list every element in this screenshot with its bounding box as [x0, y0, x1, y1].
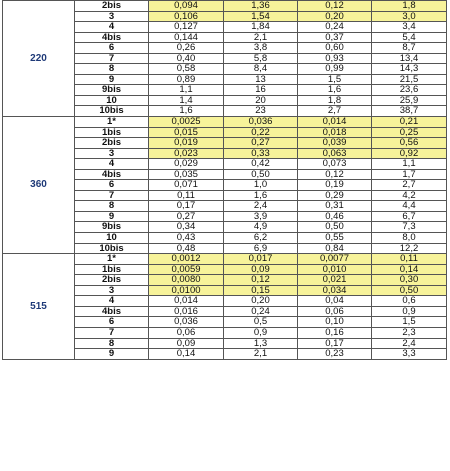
model-cell: 8	[75, 201, 149, 212]
value-cell: 0,42	[224, 159, 298, 170]
value-cell: 13,4	[372, 53, 447, 64]
model-cell: 3	[75, 285, 149, 296]
value-cell: 0,06	[298, 306, 372, 317]
value-cell: 0,19	[298, 180, 372, 191]
value-cell: 0,9	[224, 327, 298, 338]
value-cell: 0,035	[149, 169, 224, 180]
value-cell: 0,14	[149, 349, 224, 360]
value-cell: 0,0077	[298, 254, 372, 265]
value-cell: 8,7	[372, 43, 447, 54]
value-cell: 0,93	[298, 53, 372, 64]
model-cell: 9	[75, 74, 149, 85]
value-cell: 1,84	[224, 22, 298, 33]
value-cell: 0,30	[372, 275, 447, 286]
value-cell: 4,9	[224, 222, 298, 233]
value-cell: 2,1	[224, 349, 298, 360]
model-cell: 4	[75, 296, 149, 307]
value-cell: 0,014	[149, 296, 224, 307]
model-cell: 1*	[75, 117, 149, 128]
value-cell: 0,20	[224, 296, 298, 307]
value-cell: 0,92	[372, 148, 447, 159]
value-cell: 23	[224, 106, 298, 117]
value-cell: 0,10	[298, 317, 372, 328]
value-cell: 14,3	[372, 64, 447, 75]
value-cell: 0,99	[298, 64, 372, 75]
value-cell: 0,04	[298, 296, 372, 307]
value-cell: 0,039	[298, 138, 372, 149]
value-cell: 1,36	[224, 1, 298, 12]
value-cell: 0,17	[149, 201, 224, 212]
value-cell: 6,7	[372, 211, 447, 222]
group-label: 220	[3, 1, 75, 117]
value-cell: 2,7	[372, 180, 447, 191]
value-cell: 0,24	[298, 22, 372, 33]
value-cell: 0,60	[298, 43, 372, 54]
value-cell: 16	[224, 85, 298, 96]
model-cell: 1bis	[75, 264, 149, 275]
value-cell: 0,17	[298, 338, 372, 349]
value-cell: 0,023	[149, 148, 224, 159]
value-cell: 0,56	[372, 138, 447, 149]
model-cell: 8	[75, 64, 149, 75]
model-cell: 6	[75, 180, 149, 191]
model-cell: 3	[75, 148, 149, 159]
value-cell: 0,25	[372, 127, 447, 138]
value-cell: 5,8	[224, 53, 298, 64]
model-cell: 4bis	[75, 169, 149, 180]
model-cell: 2bis	[75, 138, 149, 149]
value-cell: 0,55	[298, 233, 372, 244]
value-cell: 0,12	[298, 169, 372, 180]
value-cell: 23,6	[372, 85, 447, 96]
value-cell: 1,1	[372, 159, 447, 170]
value-cell: 0,063	[298, 148, 372, 159]
value-cell: 3,4	[372, 22, 447, 33]
model-cell: 4	[75, 159, 149, 170]
value-cell: 0,22	[224, 127, 298, 138]
table-body	[3, 1, 447, 360]
value-cell: 0,11	[372, 254, 447, 265]
value-cell: 8,0	[372, 233, 447, 244]
value-cell: 0,11	[149, 190, 224, 201]
model-cell: 8	[75, 338, 149, 349]
value-cell: 0,09	[224, 264, 298, 275]
value-cell: 4,4	[372, 201, 447, 212]
value-cell: 0,034	[298, 285, 372, 296]
value-cell: 0,29	[298, 190, 372, 201]
value-cell: 0,31	[298, 201, 372, 212]
model-cell: 4bis	[75, 306, 149, 317]
value-cell: 1,54	[224, 11, 298, 22]
model-cell: 6	[75, 43, 149, 54]
value-cell: 25,9	[372, 95, 447, 106]
data-table	[2, 0, 447, 360]
value-cell: 1,4	[149, 95, 224, 106]
value-cell: 1,5	[298, 74, 372, 85]
model-cell: 1*	[75, 254, 149, 265]
value-cell: 6,2	[224, 233, 298, 244]
value-cell: 0,073	[298, 159, 372, 170]
value-cell: 0,89	[149, 74, 224, 85]
value-cell: 0,144	[149, 32, 224, 43]
model-cell: 10bis	[75, 243, 149, 254]
value-cell: 1,6	[224, 190, 298, 201]
value-cell: 21,5	[372, 74, 447, 85]
value-cell: 0,23	[298, 349, 372, 360]
value-cell: 0,48	[149, 243, 224, 254]
value-cell: 0,0080	[149, 275, 224, 286]
value-cell: 1,8	[372, 1, 447, 12]
value-cell: 0,09	[149, 338, 224, 349]
value-cell: 0,9	[372, 306, 447, 317]
model-cell: 9	[75, 211, 149, 222]
model-cell: 9bis	[75, 85, 149, 96]
value-cell: 0,0059	[149, 264, 224, 275]
value-cell: 2,4	[372, 338, 447, 349]
value-cell: 0,50	[298, 222, 372, 233]
model-cell: 6	[75, 317, 149, 328]
group-label: 360	[3, 117, 75, 254]
value-cell: 0,24	[224, 306, 298, 317]
group-label: 515	[3, 254, 75, 359]
value-cell: 1,8	[298, 95, 372, 106]
value-cell: 20	[224, 95, 298, 106]
value-cell: 5,4	[372, 32, 447, 43]
value-cell: 1,1	[149, 85, 224, 96]
value-cell: 0,58	[149, 64, 224, 75]
value-cell: 6,9	[224, 243, 298, 254]
model-cell: 2bis	[75, 275, 149, 286]
value-cell: 0,106	[149, 11, 224, 22]
value-cell: 0,26	[149, 43, 224, 54]
value-cell: 2,1	[224, 32, 298, 43]
value-cell: 0,5	[224, 317, 298, 328]
value-cell: 0,0012	[149, 254, 224, 265]
value-cell: 0,15	[224, 285, 298, 296]
value-cell: 0,20	[298, 11, 372, 22]
model-cell: 10bis	[75, 106, 149, 117]
model-cell: 9bis	[75, 222, 149, 233]
model-cell: 7	[75, 190, 149, 201]
value-cell: 3,0	[372, 11, 447, 22]
value-cell: 0,50	[224, 169, 298, 180]
value-cell: 0,029	[149, 159, 224, 170]
value-cell: 0,27	[149, 211, 224, 222]
value-cell: 0,010	[298, 264, 372, 275]
value-cell: 1,6	[298, 85, 372, 96]
value-cell: 7,3	[372, 222, 447, 233]
model-cell: 3	[75, 11, 149, 22]
value-cell: 0,21	[372, 117, 447, 128]
value-cell: 2,3	[372, 327, 447, 338]
model-cell: 4bis	[75, 32, 149, 43]
value-cell: 0,021	[298, 275, 372, 286]
value-cell: 0,016	[149, 306, 224, 317]
value-cell: 0,33	[224, 148, 298, 159]
value-cell: 3,8	[224, 43, 298, 54]
table-row	[3, 117, 447, 128]
value-cell: 0,018	[298, 127, 372, 138]
value-cell: 0,40	[149, 53, 224, 64]
value-cell: 0,015	[149, 127, 224, 138]
value-cell: 8,4	[224, 64, 298, 75]
value-cell: 0,036	[224, 117, 298, 128]
value-cell: 0,019	[149, 138, 224, 149]
value-cell: 0,06	[149, 327, 224, 338]
table-row	[3, 1, 447, 12]
value-cell: 3,3	[372, 349, 447, 360]
table-row	[3, 254, 447, 265]
value-cell: 0,017	[224, 254, 298, 265]
value-cell: 0,014	[298, 117, 372, 128]
value-cell: 0,16	[298, 327, 372, 338]
value-cell: 0,50	[372, 285, 447, 296]
value-cell: 0,84	[298, 243, 372, 254]
value-cell: 3,9	[224, 211, 298, 222]
value-cell: 0,127	[149, 22, 224, 33]
value-cell: 1,7	[372, 169, 447, 180]
value-cell: 0,43	[149, 233, 224, 244]
value-cell: 0,37	[298, 32, 372, 43]
value-cell: 1,6	[149, 106, 224, 117]
value-cell: 13	[224, 74, 298, 85]
value-cell: 0,094	[149, 1, 224, 12]
value-cell: 0,0025	[149, 117, 224, 128]
value-cell: 1,0	[224, 180, 298, 191]
value-cell: 12,2	[372, 243, 447, 254]
value-cell: 2,7	[298, 106, 372, 117]
model-cell: 4	[75, 22, 149, 33]
value-cell: 0,036	[149, 317, 224, 328]
value-cell: 0,34	[149, 222, 224, 233]
value-cell: 0,46	[298, 211, 372, 222]
model-cell: 7	[75, 53, 149, 64]
value-cell: 0,12	[298, 1, 372, 12]
model-cell: 2bis	[75, 1, 149, 12]
model-cell: 1bis	[75, 127, 149, 138]
value-cell: 0,6	[372, 296, 447, 307]
value-cell: 0,071	[149, 180, 224, 191]
value-cell: 38,7	[372, 106, 447, 117]
model-cell: 10	[75, 95, 149, 106]
model-cell: 10	[75, 233, 149, 244]
value-cell: 0,27	[224, 138, 298, 149]
value-cell: 0,0100	[149, 285, 224, 296]
value-cell: 2,4	[224, 201, 298, 212]
value-cell: 4,2	[372, 190, 447, 201]
value-cell: 1,3	[224, 338, 298, 349]
value-cell: 0,14	[372, 264, 447, 275]
model-cell: 9	[75, 349, 149, 360]
value-cell: 1,5	[372, 317, 447, 328]
model-cell: 7	[75, 327, 149, 338]
value-cell: 0,12	[224, 275, 298, 286]
